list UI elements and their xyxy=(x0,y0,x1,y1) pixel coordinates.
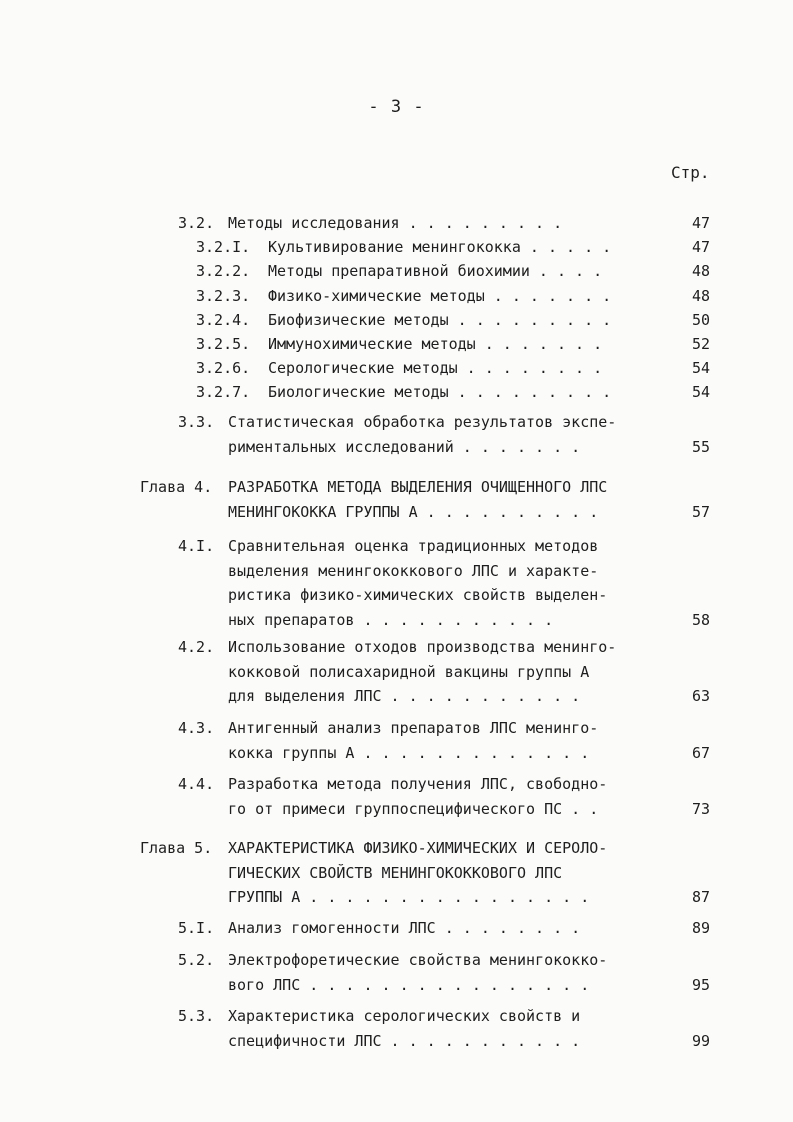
toc-entry-page: 47 xyxy=(691,214,710,232)
toc-entry-title-line: Серологические методы . . . . . . . . xyxy=(268,359,603,377)
toc-entry-title-line: кокка группы А . . . . . . . . . . . . . xyxy=(228,743,590,762)
toc-entry-number: 4.I. xyxy=(178,537,215,555)
toc-entry-number: 5.I. xyxy=(178,919,215,937)
toc-entry-number: 3.2.6. xyxy=(196,359,251,377)
toc-entry-title-line: ХАРАКТЕРИСТИКА ФИЗИКО-ХИМИЧЕСКИХ И СЕРОЛО- xyxy=(228,839,608,857)
toc-entry-number: 3.2.5. xyxy=(196,335,251,353)
toc-entry-number: 4.3. xyxy=(178,719,215,737)
toc-entry-title-line: ристика физико-химических свойств выделен- xyxy=(228,586,608,604)
toc-entry-number: Глава 5. xyxy=(140,839,213,857)
toc-entry-title-line: ГИЧЕСКИХ СВОЙСТВ МЕНИНГОКОККОВОГО ЛПС xyxy=(228,863,563,882)
toc-entry-title-line: Методы препаративной биохимии . . . . xyxy=(268,262,603,280)
toc-entry-title-line: Антигенный анализ препаратов ЛПС менинго- xyxy=(228,719,599,737)
toc-entry-number: 3.2. xyxy=(178,214,215,232)
toc-entry-page: 48 xyxy=(691,287,710,305)
toc-entry-number: 3.2.2. xyxy=(196,262,251,280)
toc-entry-title-line: Статистическая обработка результатов экспе- xyxy=(228,413,617,431)
toc-entry-page: 67 xyxy=(691,743,710,762)
toc-entry-title-line: Иммунохимические методы . . . . . . . xyxy=(268,335,603,353)
toc-entry-title-line: специфичности ЛПС . . . . . . . . . . . xyxy=(228,1031,581,1050)
page-number: - 3 - xyxy=(368,97,425,117)
toc-entry-title-line: МЕНИНГОКОККА ГРУППЫ А . . . . . . . . . . xyxy=(228,502,599,521)
toc-entry-number: 5.2. xyxy=(178,951,215,969)
toc-entry-page: 73 xyxy=(691,799,710,818)
toc-entry-number: 3.2.4. xyxy=(196,311,251,329)
toc-entry-number: 3.2.I. xyxy=(196,238,251,256)
toc-entry-title-line: го от примеси группоспецифического ПС . . xyxy=(228,799,599,818)
toc-entry-title-line: РАЗРАБОТКА МЕТОДА ВЫДЕЛЕНИЯ ОЧИЩЕННОГО ЛПС xyxy=(228,478,608,496)
toc-entry-number: 3.3. xyxy=(178,413,215,431)
toc-entry-page: 58 xyxy=(691,610,710,629)
toc-entry-page: 89 xyxy=(691,919,710,937)
toc-entry-title-line: Сравнительная оценка традиционных методов xyxy=(228,537,599,555)
toc-entry-title-line: кокковой полисахаридной вакцины группы А xyxy=(228,662,590,681)
toc-entry-title-line: ных препаратов . . . . . . . . . . . xyxy=(228,610,554,629)
toc-entry-title-line: выделения менингококкового ЛПС и характе- xyxy=(228,561,599,580)
toc-entry-title-line: риментальных исследований . . . . . . . xyxy=(228,437,581,456)
toc-entry-title-line: Характеристика серологических свойств и xyxy=(228,1007,581,1025)
toc-entry-number: 3.2.7. xyxy=(196,383,251,401)
toc-entry-title-line: Электрофоретические свойства менингококко- xyxy=(228,951,608,969)
toc-entry-title-line: вого ЛПС . . . . . . . . . . . . . . . . xyxy=(228,975,590,994)
toc-entry-title-line: ГРУППЫ А . . . . . . . . . . . . . . . . xyxy=(228,888,590,906)
toc-entry-title-line: Использование отходов производства менинго- xyxy=(228,638,617,656)
toc-entry-page: 50 xyxy=(691,311,710,329)
toc-entry-page: 55 xyxy=(691,437,710,456)
toc-entry-number: Глава 4. xyxy=(140,478,213,496)
toc-entry-title-line: для выделения ЛПС . . . . . . . . . . . xyxy=(228,687,581,705)
toc-entry-number: 4.2. xyxy=(178,638,215,656)
toc-entry-title-line: Биофизические методы . . . . . . . . . xyxy=(268,311,612,329)
toc-entry-page: 54 xyxy=(691,359,710,377)
toc-entry-title-line: Физико-химические методы . . . . . . . xyxy=(268,287,612,305)
toc-entry-number: 3.2.3. xyxy=(196,287,251,305)
toc-entry-page: 63 xyxy=(691,687,710,705)
toc-entry-page: 52 xyxy=(691,335,710,353)
toc-entry-page: 57 xyxy=(691,502,710,521)
toc-entry-number: 4.4. xyxy=(178,775,215,793)
toc-entry-title-line: Культивирование менингококка . . . . . xyxy=(268,238,612,256)
toc-entry-page: 95 xyxy=(691,975,710,994)
toc-entry-title-line: Разработка метода получения ЛПС, свободно- xyxy=(228,775,608,793)
toc-entry-page: 87 xyxy=(691,888,710,906)
toc-entry-title-line: Методы исследования . . . . . . . . . xyxy=(228,214,563,232)
toc-entry-title-line: Анализ гомогенности ЛПС . . . . . . . . xyxy=(228,919,581,937)
toc-entry-page: 47 xyxy=(691,238,710,256)
toc-entry-page: 48 xyxy=(691,262,710,280)
toc-entry-page: 54 xyxy=(691,383,710,401)
toc-entry-title-line: Биологические методы . . . . . . . . . xyxy=(268,383,612,401)
toc-entry-page: 99 xyxy=(691,1031,710,1050)
page-column-header: Стр. xyxy=(671,163,710,182)
toc-entry-number: 5.3. xyxy=(178,1007,215,1025)
